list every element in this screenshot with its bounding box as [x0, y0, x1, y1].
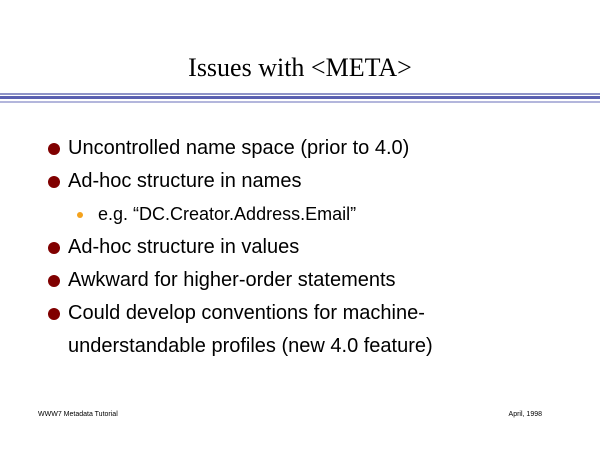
bullet-item-higher-order: [68, 264, 396, 297]
bullet-dot-icon: [48, 176, 60, 188]
bullet-dot-icon: [48, 275, 60, 287]
bullet-item-structure-values: [68, 231, 299, 264]
bullet-item-name-space: [68, 132, 409, 165]
bullet-text: Awkward for higher-order statements: [68, 269, 396, 291]
bullet-continuation-text: understandable profiles (new 4.0 feature): [68, 335, 433, 357]
footer-right-text: April, 1998: [508, 411, 542, 418]
sub-bullet-text: e.g. “DC.Creator.Address.Email”: [98, 204, 357, 224]
sub-bullet-dot-icon: [77, 212, 83, 218]
bullet-dot-icon: [48, 143, 60, 155]
bullet-dot-icon: [48, 308, 60, 320]
bullet-item-conventions: [68, 297, 425, 330]
footer-left-text: WWW7 Metadata Tutorial: [38, 411, 118, 418]
bullet-text: Ad-hoc structure in names: [68, 170, 302, 192]
bullet-text: Could develop conventions for machine-: [68, 302, 425, 324]
bullet-dot-icon: [48, 242, 60, 254]
bullet-text: Uncontrolled name space (prior to 4.0): [68, 137, 410, 159]
sub-bullet-item-example: [98, 198, 356, 231]
bullet-text: Ad-hoc structure in values: [68, 236, 300, 258]
bullet-item-structure-names: [68, 165, 301, 198]
slide-title: Issues with <META>: [188, 53, 412, 82]
bullet-item-conventions-continuation: [68, 330, 433, 363]
